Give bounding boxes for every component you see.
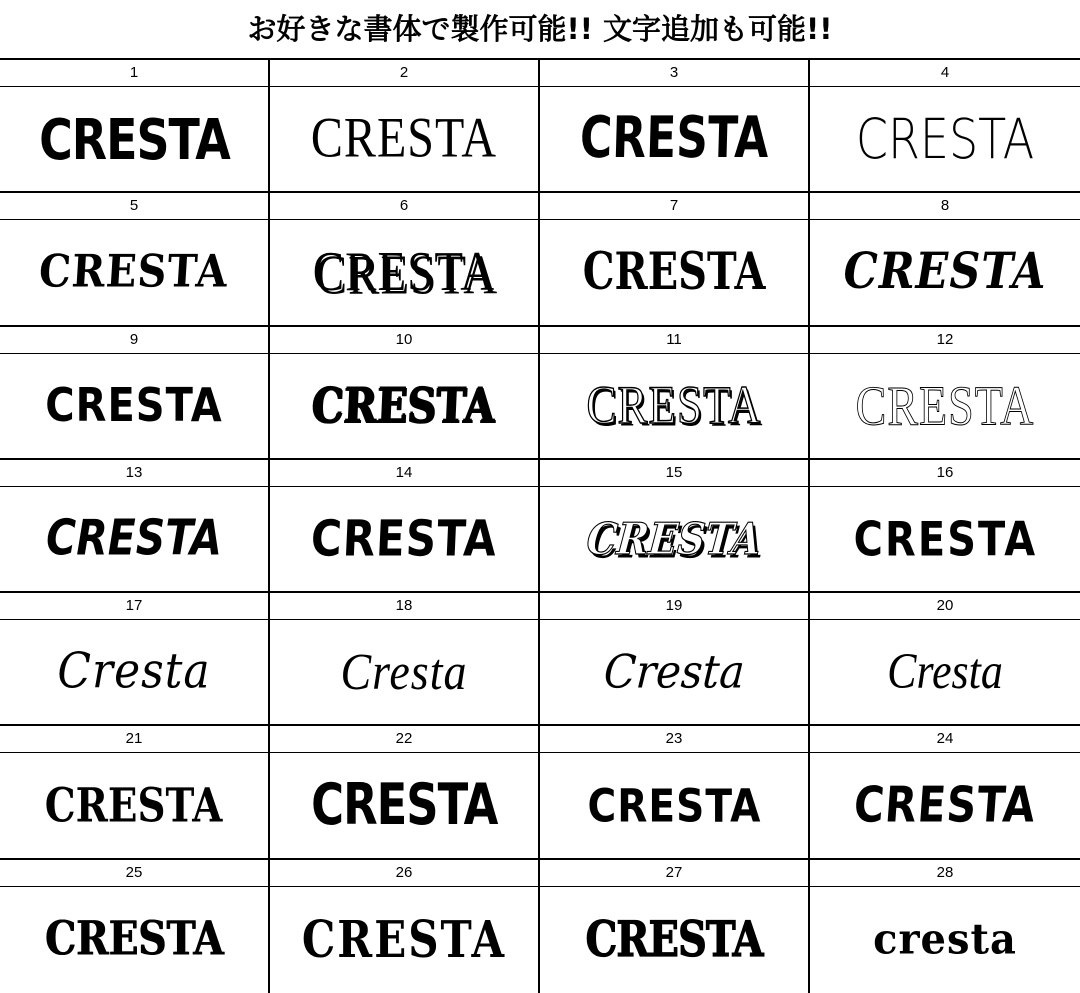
header-title: お好きな書体で製作可能!! 文字追加も可能!! [247, 11, 833, 46]
font-sample-number: 21 [0, 726, 268, 753]
sheet-header [0, 0, 1080, 60]
font-sample-cell[interactable] [0, 60, 270, 193]
font-sample-number: 1 [0, 60, 268, 87]
font-sample-cell[interactable] [270, 327, 540, 460]
font-sample-number: 24 [810, 726, 1080, 753]
font-sample-number: 20 [810, 593, 1080, 620]
font-sample-number: 23 [540, 726, 808, 753]
font-sample-cell[interactable] [540, 327, 810, 460]
font-sample-number: 17 [0, 593, 268, 620]
font-sample-word: CRESTA [309, 509, 499, 568]
font-sample-number: 9 [0, 327, 268, 354]
font-sample-number: 12 [810, 327, 1080, 354]
font-sample-word: Cresta [57, 643, 211, 700]
font-sample-word: CRESTA [310, 771, 498, 839]
font-sample-cell[interactable] [810, 593, 1080, 726]
font-sample-cell[interactable] [540, 193, 810, 326]
font-sample-art [810, 487, 1080, 591]
font-sample-art [810, 87, 1080, 191]
font-sample-number: 22 [270, 726, 538, 753]
font-sample-word: CRESTA [585, 910, 763, 968]
font-sample-art [270, 220, 538, 324]
font-sample-number: 8 [810, 193, 1080, 220]
font-sample-word: Cresta [887, 643, 1003, 700]
font-sample-art [0, 620, 268, 724]
font-sample-word: CRESTA [301, 909, 507, 969]
font-sample-cell[interactable] [270, 593, 540, 726]
font-sample-art [810, 354, 1080, 458]
font-sample-art [540, 753, 808, 857]
font-sample-word: CRESTA [312, 240, 496, 304]
font-sample-number: 15 [540, 460, 808, 487]
font-sample-cell[interactable] [810, 460, 1080, 593]
font-sample-art [270, 753, 538, 857]
font-sample-cell[interactable] [810, 726, 1080, 859]
font-sample-cell[interactable] [810, 60, 1080, 193]
font-sample-number: 5 [0, 193, 268, 220]
font-sample-cell[interactable] [0, 726, 270, 859]
font-sample-art [810, 753, 1080, 857]
font-sample-art [810, 220, 1080, 324]
font-sample-cell[interactable] [540, 860, 810, 993]
font-sample-art [540, 87, 808, 191]
font-sample-art [540, 220, 808, 324]
font-sample-cell[interactable] [0, 593, 270, 726]
font-sample-cell[interactable] [0, 327, 270, 460]
font-sample-number: 27 [540, 860, 808, 887]
font-sample-art [540, 487, 808, 591]
font-sample-word: CRESTA [855, 106, 1035, 172]
font-sample-cell[interactable] [540, 60, 810, 193]
font-sample-number: 28 [810, 860, 1080, 887]
font-sample-number: 26 [270, 860, 538, 887]
font-sample-word: CRESTA [37, 245, 231, 299]
font-sample-cell[interactable] [540, 460, 810, 593]
font-sample-grid [0, 60, 1080, 993]
font-sample-art [270, 87, 538, 191]
font-sample-art [540, 620, 808, 724]
font-sample-art [540, 887, 808, 993]
font-sample-number: 7 [540, 193, 808, 220]
font-sample-word: CRESTA [852, 776, 1039, 834]
font-sample-cell[interactable] [810, 327, 1080, 460]
font-sample-word: Cresta [340, 643, 468, 701]
font-sample-art [0, 354, 268, 458]
font-sample-number: 10 [270, 327, 538, 354]
font-sample-word: CRESTA [587, 779, 761, 832]
font-sample-word: CRESTA [586, 375, 762, 436]
font-sample-number: 19 [540, 593, 808, 620]
font-sample-word: CRESTA [843, 243, 1047, 301]
font-sample-cell[interactable] [810, 193, 1080, 326]
font-sample-art [270, 354, 538, 458]
font-sample-cell[interactable] [540, 593, 810, 726]
font-sample-cell[interactable] [540, 726, 810, 859]
font-sample-word: CRESTA [853, 511, 1037, 567]
font-sample-word: CRESTA [44, 911, 224, 967]
font-sample-cell[interactable] [0, 860, 270, 993]
font-sample-word: CRESTA [578, 105, 770, 172]
font-sample-word: cresta [873, 914, 1017, 964]
font-sample-art [0, 220, 268, 324]
font-sample-art [810, 620, 1080, 724]
font-sample-number: 14 [270, 460, 538, 487]
font-sample-art [0, 887, 268, 993]
font-sample-word: CRESTA [311, 376, 497, 434]
font-sample-art [270, 887, 538, 993]
font-sample-cell[interactable] [270, 860, 540, 993]
font-sample-cell[interactable] [810, 860, 1080, 993]
font-sample-number: 18 [270, 593, 538, 620]
font-sample-art [810, 887, 1080, 993]
font-sample-cell[interactable] [0, 460, 270, 593]
font-sample-word: CRESTA [582, 241, 766, 302]
font-sample-number: 2 [270, 60, 538, 87]
font-sample-number: 3 [540, 60, 808, 87]
font-sample-number: 13 [0, 460, 268, 487]
font-sample-word: Cresta [602, 644, 747, 699]
font-sample-cell[interactable] [270, 60, 540, 193]
font-sample-word: CRESTA [38, 106, 230, 173]
font-sample-word: CRESTA [310, 107, 498, 170]
font-sample-art [270, 620, 538, 724]
font-sample-cell[interactable] [270, 726, 540, 859]
font-sample-word: CRESTA [855, 373, 1035, 437]
font-sample-art [540, 354, 808, 458]
font-sample-number: 25 [0, 860, 268, 887]
font-sample-number: 11 [540, 327, 808, 354]
font-sample-number: 4 [810, 60, 1080, 87]
font-sample-word: CRESTA [45, 777, 223, 833]
font-sample-cell[interactable] [270, 193, 540, 326]
font-sample-art [0, 487, 268, 591]
font-sample-word: CRESTA [46, 509, 222, 568]
font-sample-number: 16 [810, 460, 1080, 487]
font-sample-word: CRESTA [45, 379, 223, 433]
font-sample-art [270, 487, 538, 591]
font-sample-cell[interactable] [270, 460, 540, 593]
font-sample-art [0, 753, 268, 857]
font-sample-word: CRESTA [584, 512, 764, 565]
font-sample-number: 6 [270, 193, 538, 220]
font-sample-art [0, 87, 268, 191]
font-sample-cell[interactable] [0, 193, 270, 326]
